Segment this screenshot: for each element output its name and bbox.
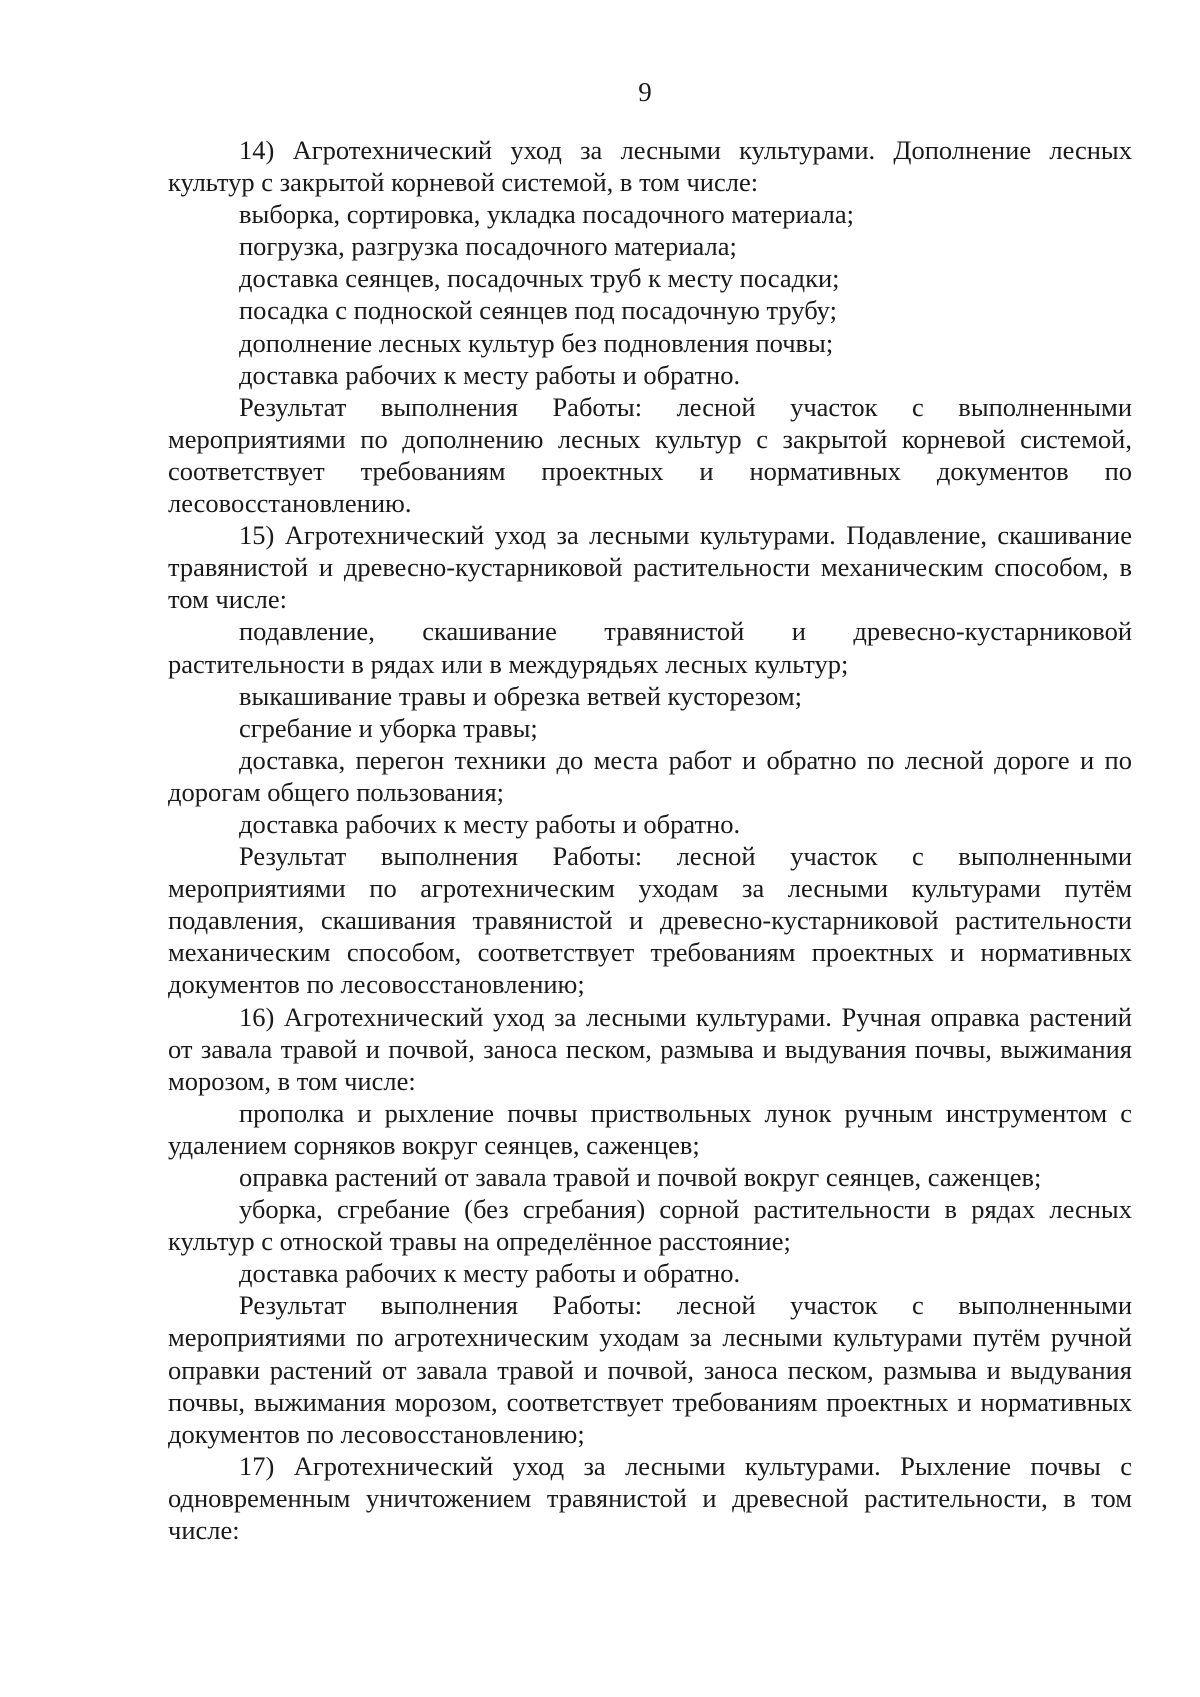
list-item: доставка, перегон техники до места работ и обратно по лесной дороге и по дорогам общего пользования; bbox=[168, 744, 1132, 807]
section-lead: 14) Агротехнический уход за лесными культурами. Дополнение лесных культур с закрытой корневой системой, в том числе: bbox=[168, 135, 1132, 198]
section-lead: 16) Агротехнический уход за лесными культурами. Ручная оправка растений от завала травой и почвой, заноса песком, размыва и выдувания почвы, выжимания морозом, в том числе: bbox=[168, 1001, 1132, 1096]
list-item: доставка рабочих к месту работы и обратно. bbox=[239, 359, 741, 390]
section-result: Результат выполнения Работы: лесной участок с выполненными мероприятиями по агротехническим уходам за лесными культурами путём ручной оправки растений от завала травой и почвой, заноса песком, размыва и выдувания почвы, выжимания морозом, соответствует требованиям проектных и нормативных документов по лесовосстановлению; bbox=[168, 1290, 1132, 1449]
list-item: подавление, скашивание травянистой и древесно-кустарниковой растительности в рядах или в междурядьях лесных культур; bbox=[168, 616, 1132, 679]
document-body bbox=[168, 134, 1132, 1546]
list-item: посадка с подноской сеянцев под посадочную трубу; bbox=[239, 295, 837, 326]
list-item: прополка и рыхление почвы приствольных лунок ручным инструментом с удалением сорняков вокруг сеянцев, саженцев; bbox=[168, 1097, 1132, 1160]
list-item: выкашивание травы и обрезка ветвей кусторезом; bbox=[239, 680, 803, 711]
list-item: доставка сеянцев, посадочных труб к месту посадки; bbox=[239, 263, 840, 294]
section-lead: 17) Агротехнический уход за лесными культурами. Рыхление почвы с одновременным уничтожением травянистой и древесной растительности, в том числе: bbox=[168, 1450, 1132, 1546]
section-16 bbox=[168, 1001, 1132, 1450]
page-number: 9 bbox=[638, 77, 652, 107]
section-17 bbox=[168, 1450, 1132, 1546]
list-item: погрузка, разгрузка посадочного материала; bbox=[239, 231, 737, 262]
list-item: сгребание и уборка травы; bbox=[239, 712, 538, 743]
section-result: Результат выполнения Работы: лесной участок с выполненными мероприятиями по агротехническим уходам за лесными культурами путём подавления, скашивания травянистой и древесно-кустарниковой растительности механическим способом, соответствует требованиям проектных и нормативных документов по лесовосстановлению; bbox=[168, 841, 1132, 1000]
list-item: доставка рабочих к месту работы и обратно. bbox=[239, 808, 741, 839]
section-15 bbox=[168, 519, 1132, 1000]
list-item: дополнение лесных культур без подновления почвы; bbox=[239, 327, 834, 358]
list-item: уборка, сгребание (без сгребания) сорной растительности в рядах лесных культур с отноской травы на определённое расстояние; bbox=[168, 1194, 1132, 1257]
list-item: оправка растений от завала травой и почвой вокруг сеянцев, саженцев; bbox=[239, 1162, 1042, 1192]
list-item: доставка рабочих к месту работы и обратно. bbox=[239, 1258, 741, 1289]
section-lead: 15) Агротехнический уход за лесными культурами. Подавление, скашивание травянистой и древесно-кустарниковой растительности механическим способом, в том числе: bbox=[168, 520, 1132, 615]
list-item: выборка, сортировка, укладка посадочного материала; bbox=[239, 199, 855, 230]
section-14 bbox=[168, 134, 1132, 519]
section-result: Результат выполнения Работы: лесной участок с выполненными мероприятиями по дополнению лесных культур с закрытой корневой системой, соответствует требованиям проектных и нормативных документов по лесовосстановлению. bbox=[168, 391, 1132, 519]
